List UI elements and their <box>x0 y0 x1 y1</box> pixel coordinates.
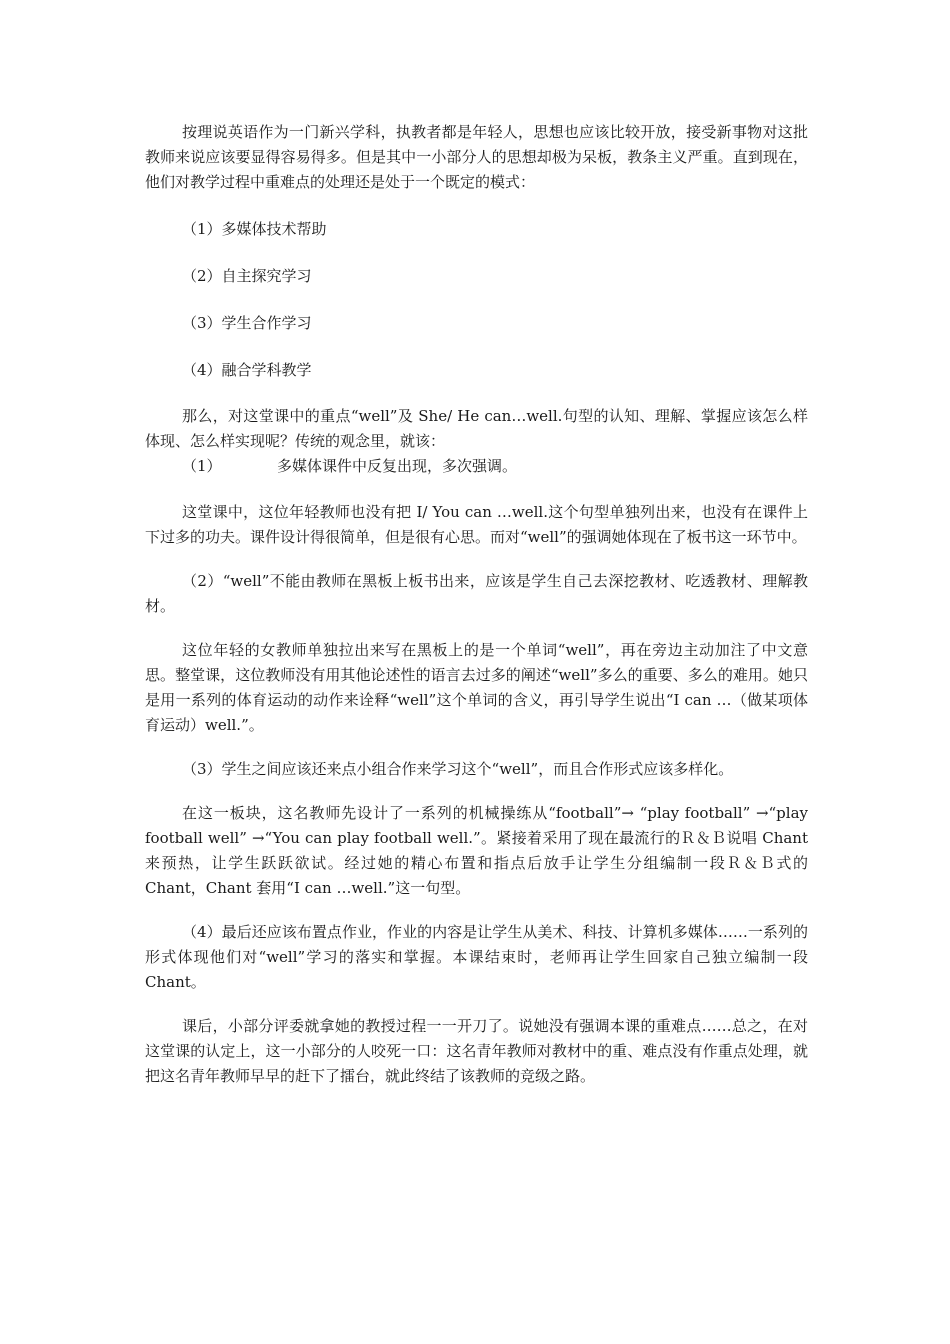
mode-text: 多媒体技术帮助 <box>221 220 327 238</box>
question-paragraph: 那么，对这堂课中的重点“well”及 She/ He can…well.句型的认知、理解、掌握应该怎么样体现、怎么样实现呢？传统的观念里，就该： <box>145 407 808 450</box>
paragraph-2: 这位年轻的女教师单独拉出来写在黑板上的是一个单词“well”，再在旁边主动加注了中文意思。整堂课，这位教师没有用其他论述性的语言去过多的阐述“well”多么的重要、多么的难用。她只是用一系列的体育运动的动作来诠释“well”这个单词的含义，再引导学生说出“I can …（做某项体育运动）well.”。 <box>145 641 808 734</box>
paragraph-3: 在这一板块，这名教师先设计了一系列的机械操练从“football”→ “play football” →“play football well” →“You can play football well.”。紧接着采用了现在最流行的Ｒ＆Ｂ说唱 Chant 来预热，让学生跃跃欲试。经过她的精心布置和指点后放手让学生分组编制一段Ｒ＆Ｂ式的 Chant，Chant 套用“I can …well.”这一句型。 <box>145 804 808 897</box>
point-text: 多媒体课件中反复出现，多次强调。 <box>277 457 518 475</box>
mode-text: 学生合作学习 <box>221 314 312 332</box>
document-body <box>145 120 808 1089</box>
mode-item-2 <box>145 264 808 289</box>
point-3: （3）学生之间应该还来点小组合作来学习这个“well”，而且合作形式应该多样化。 <box>182 760 734 778</box>
mode-item-3 <box>145 311 808 336</box>
mode-text: 自主探究学习 <box>221 267 312 285</box>
mode-item-1 <box>145 217 808 242</box>
mode-number: （4） <box>182 361 222 379</box>
point-number: （1） <box>182 457 222 475</box>
paragraph-1: 这堂课中，这位年轻教师也没有把 I/ You can …well.这个句型单独列出来，也没有在课件上下过多的功夫。课件设计得很简单，但是很有心思。而对“well”的强调她体现在了板书这一环节中。 <box>145 503 808 546</box>
conclusion-paragraph: 课后，小部分评委就拿她的教授过程一一开刀了。说她没有强调本课的重难点……总之，在对这堂课的认定上，这一小部分的人咬死一口：这名青年教师对教材中的重、难点没有作重点处理，就把这名青年教师早早的赶下了擂台，就此终结了该教师的竞级之路。 <box>145 1017 808 1085</box>
point-1 <box>145 454 808 479</box>
mode-number: （2） <box>182 267 222 285</box>
mode-number: （1） <box>182 220 222 238</box>
mode-text: 融合学科教学 <box>221 361 312 379</box>
point-4: （4）最后还应该布置点作业，作业的内容是让学生从美术、科技、计算机多媒体……一系列的形式体现他们对“well”学习的落实和掌握。本课结束时，老师再让学生回家自己独立编制一段 Chant。 <box>145 923 808 991</box>
intro-paragraph: 按理说英语作为一门新兴学科，执教者都是年轻人，思想也应该比较开放，接受新事物对这批教师来说应该要显得容易得多。但是其中一小部分人的思想却极为呆板，教条主义严重。直到现在，他们对教学过程中重难点的处理还是处于一个既定的模式： <box>145 123 808 191</box>
point-2: （2）“well”不能由教师在黑板上板书出来，应该是学生自己去深挖教材、吃透教材、理解教材。 <box>145 572 808 615</box>
mode-item-4 <box>145 358 808 383</box>
mode-number: （3） <box>182 314 222 332</box>
